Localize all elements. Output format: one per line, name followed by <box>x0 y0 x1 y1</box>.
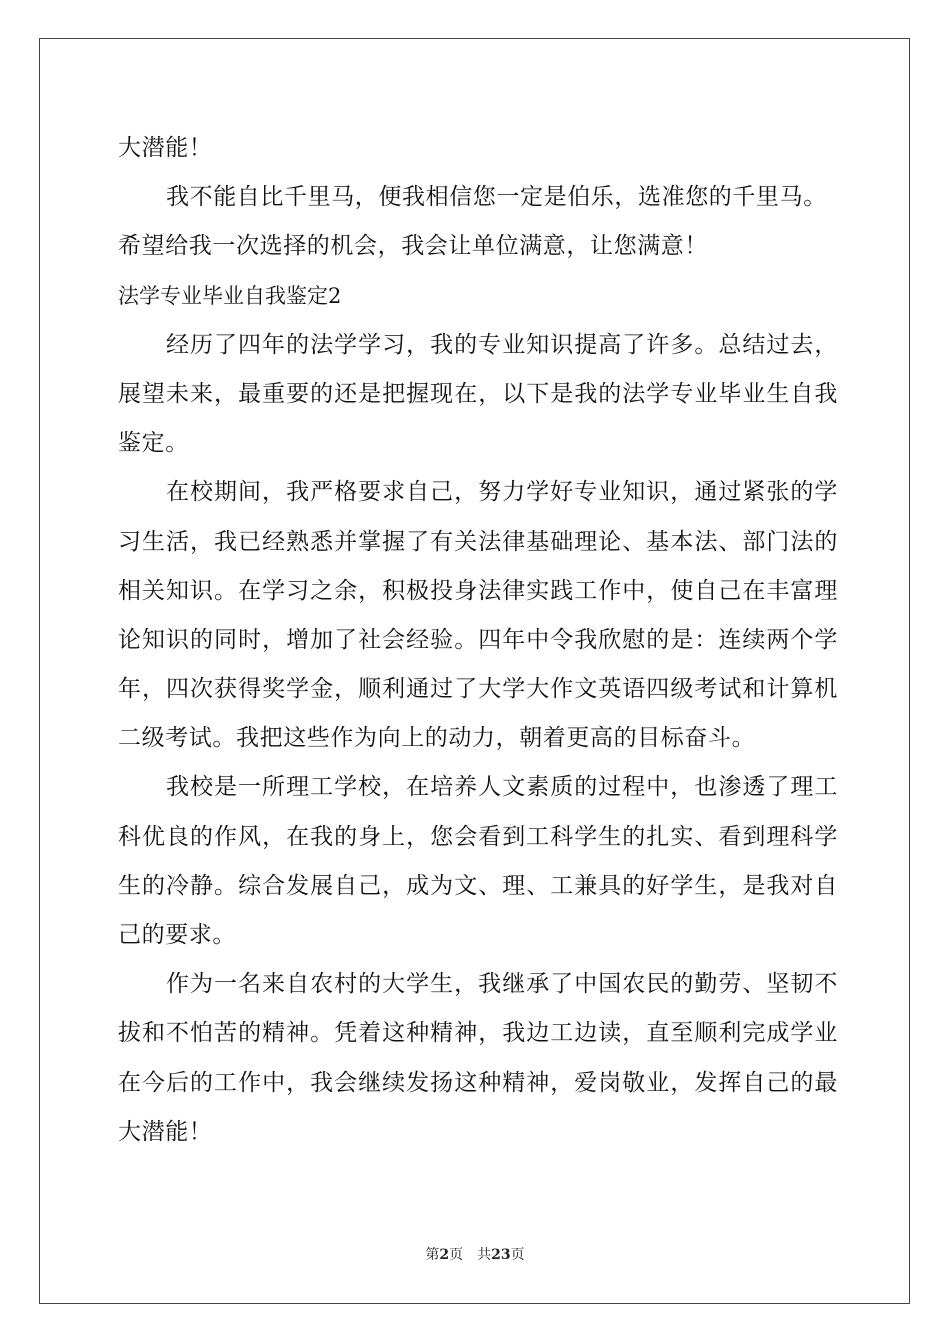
text-line: 展望未来，最重要的还是把握现在，以下是我的法学专业毕业生自我 <box>118 380 838 407</box>
text-line: 二级考试。我把这些作为向上的动力，朝着更高的目标奋斗。 <box>118 725 756 752</box>
page-prefix: 第 <box>425 1247 440 1263</box>
text-line: 相关知识。在学习之余，积极投身法律实践工作中，使自己在丰富理 <box>118 577 838 604</box>
text-line: 论知识的同时，增加了社会经验。四年中令我欣慰的是：连续两个学 <box>118 626 838 653</box>
text-line: 己的要求。 <box>118 922 236 948</box>
text-line: 拔和不怕苦的精神。凭着这种精神，我边工边读，直至顺利完成学业 <box>118 1020 838 1047</box>
total-pages: 23 <box>491 1247 511 1263</box>
text-line: 习生活，我已经熟悉并掌握了有关法律基础理论、基本法、部门法的 <box>118 528 838 555</box>
total-prefix: 共 <box>477 1247 492 1263</box>
paragraph-line: 我校是一所理工学校，在培养人文素质的过程中，也渗透了理工 <box>166 774 838 801</box>
paragraph-line: 作为一名来自农村的大学生，我继承了中国农民的勤劳、坚韧不 <box>166 971 838 998</box>
text-line: 科优良的作风，在我的身上，您会看到工科学生的扎实、看到理科学 <box>118 823 838 850</box>
text-line: 年，四次获得奖学金，顺利通过了大学大作文英语四级考试和计算机 <box>118 676 838 703</box>
text-line: 在今后的工作中，我会继续发扬这种精神，爱岗敬业，发挥自己的最 <box>118 1069 838 1096</box>
text-line: 生的冷静。综合发展自己，成为文、理、工兼具的好学生，是我对自 <box>118 872 838 899</box>
section-heading: 法学专业毕业自我鉴定2 <box>118 283 342 308</box>
total-suffix: 页 <box>510 1247 525 1263</box>
document-body <box>118 124 838 1157</box>
page-footer <box>0 1244 950 1264</box>
text-line: 鉴定。 <box>118 430 189 457</box>
paragraph-line: 在校期间，我严格要求自己，努力学好专业知识，通过紧张的学 <box>166 479 838 506</box>
page-suffix: 页 <box>449 1247 464 1263</box>
text-line: 大潜能！ <box>118 1118 213 1145</box>
paragraph-line: 我不能自比千里马，便我相信您一定是伯乐，选准您的千里马。 <box>166 184 827 211</box>
page-number: 2 <box>439 1247 450 1263</box>
paragraph-line: 经历了四年的法学学习，我的专业知识提高了许多。总结过去， <box>166 331 838 358</box>
text-line: 大潜能！ <box>118 135 213 161</box>
text-line: 希望给我一次选择的机会，我会让单位满意，让您满意！ <box>118 233 708 260</box>
